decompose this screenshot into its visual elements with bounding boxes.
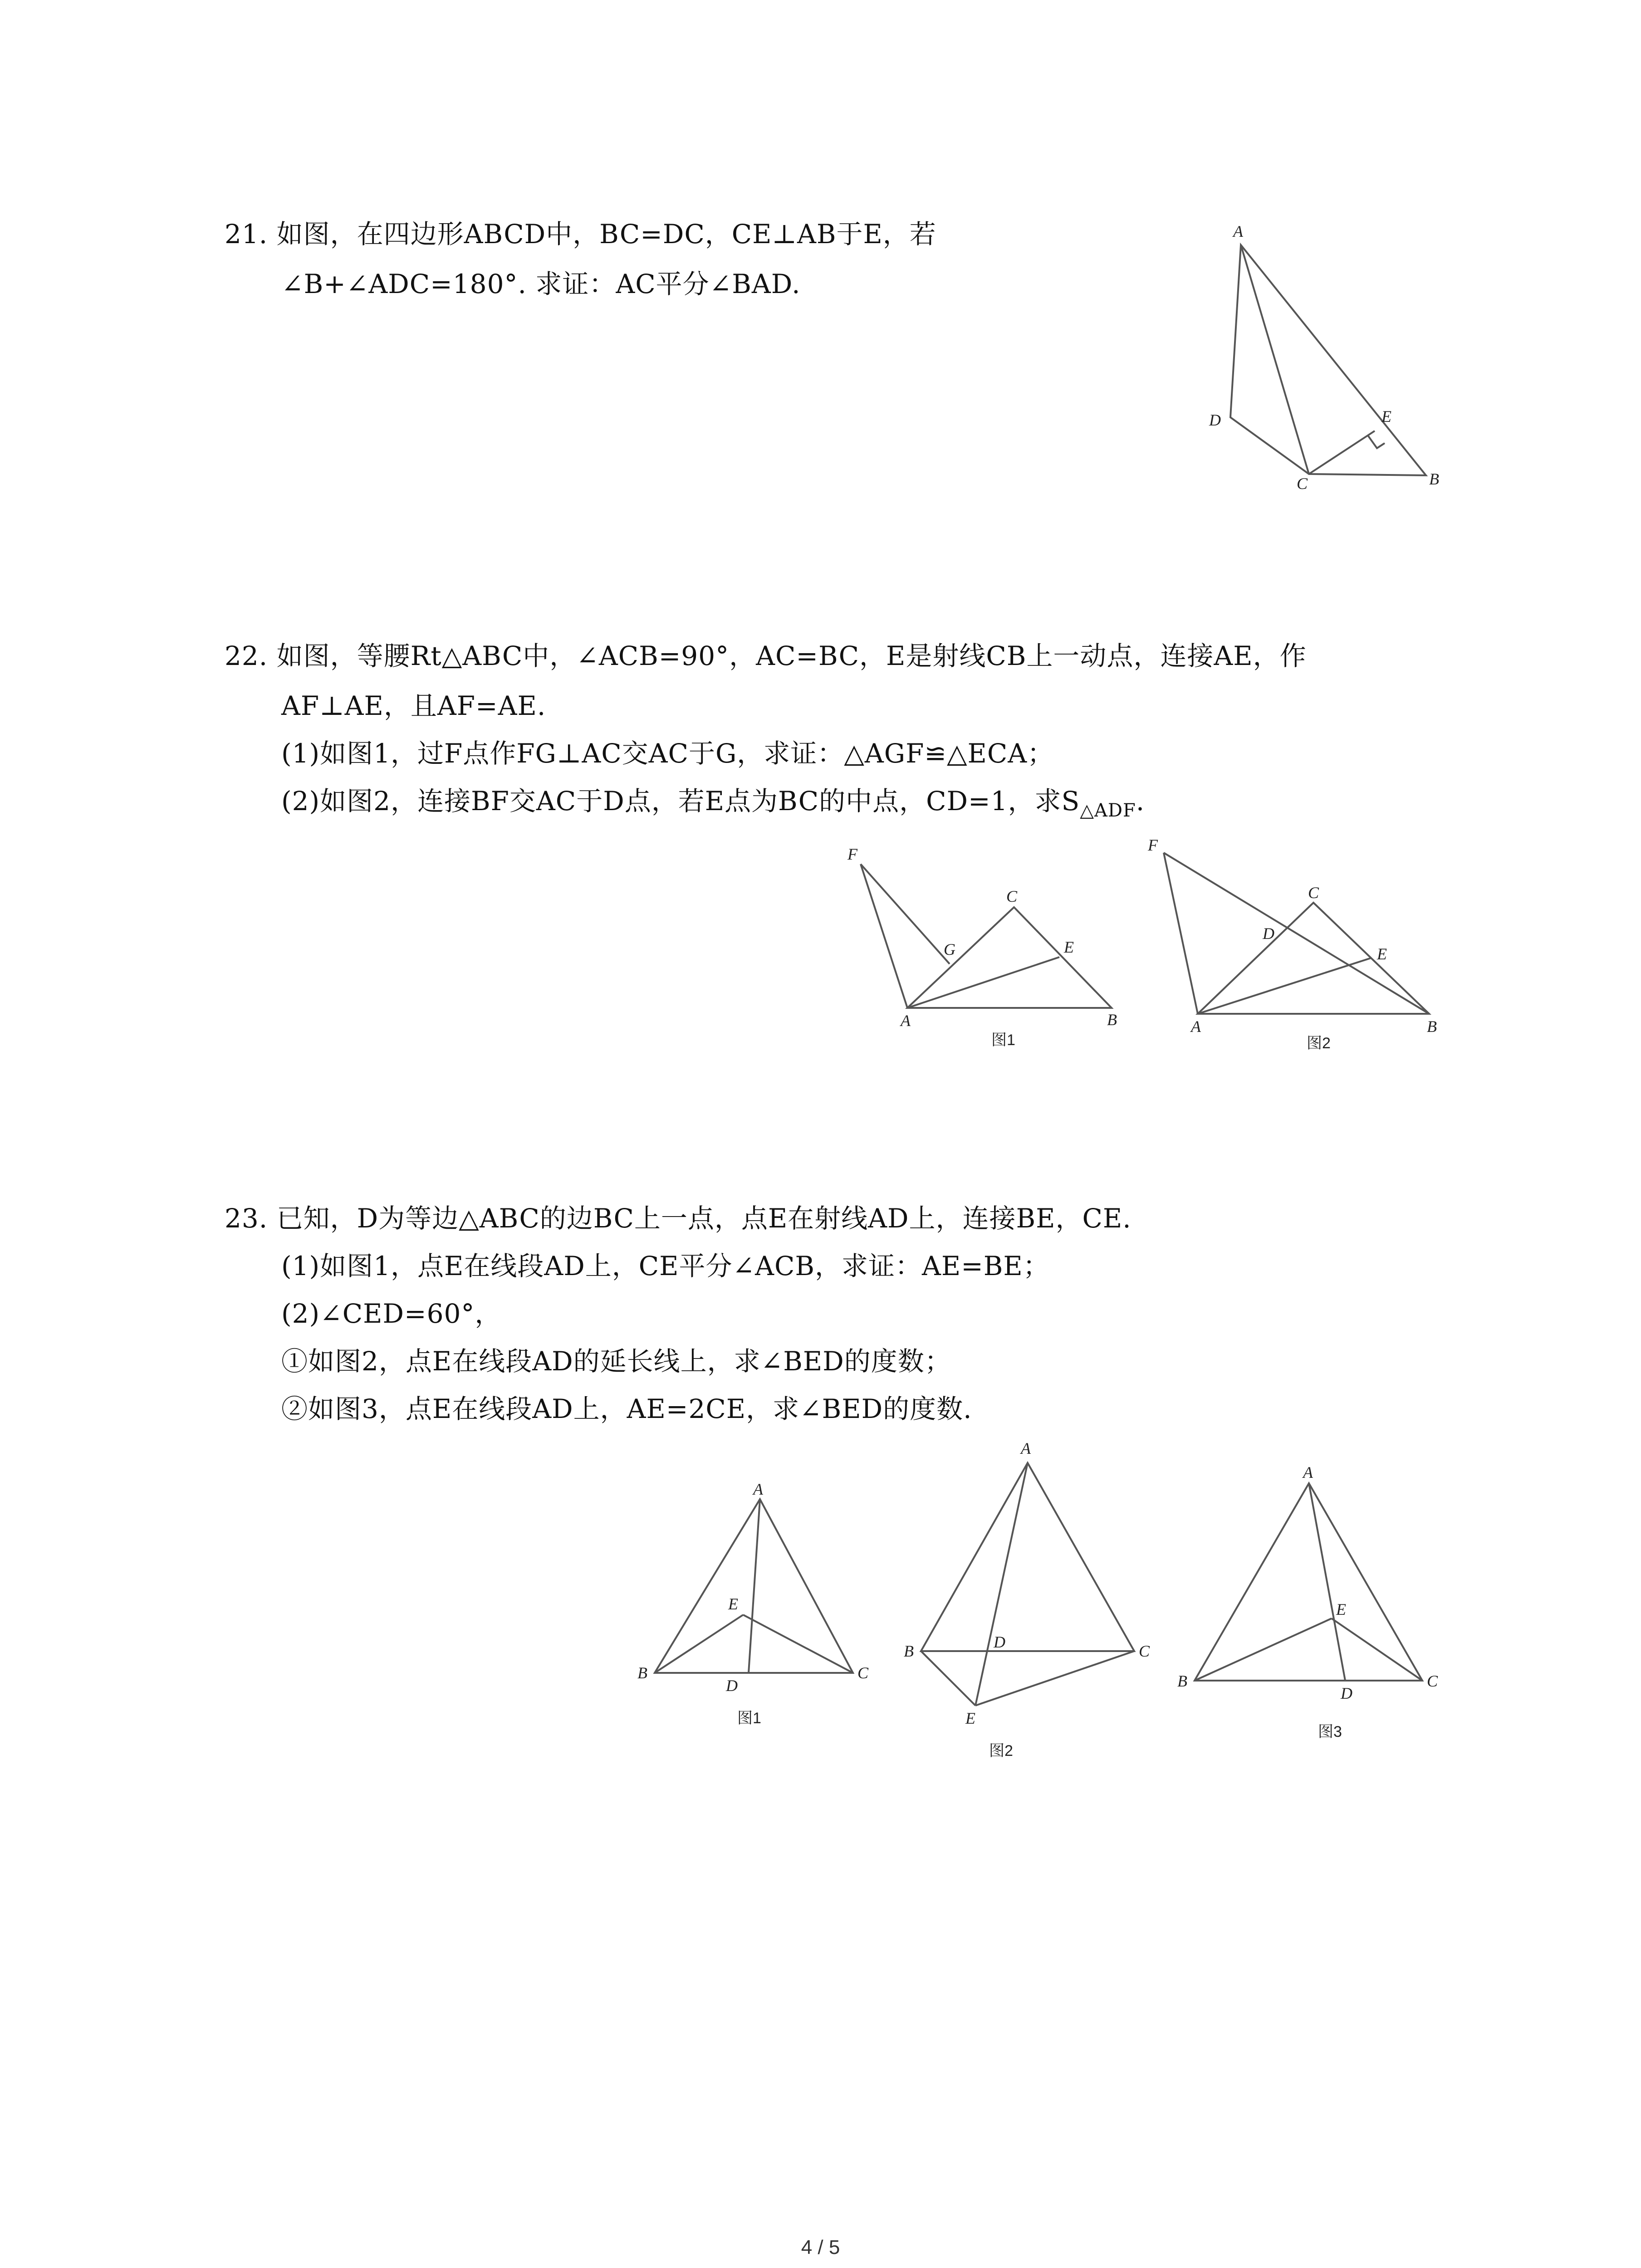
q22-line-2: AF⊥AE，且AF=AE. (281, 690, 546, 721)
q23-fig3-caption: 图3 (1318, 1723, 1342, 1740)
q22-area-subscript: △ADF (1080, 800, 1136, 821)
q22-line-3: (1)如图1，过F点作FG⊥AC交AC于G，求证：△AGF≌△ECA； (281, 738, 1054, 769)
q23-fig1-label-c: C (857, 1664, 869, 1682)
q23-fig1-label-b: B (637, 1664, 647, 1682)
q23-fig2-label-e: E (965, 1709, 975, 1727)
q22-fig1-label-b: B (1107, 1011, 1117, 1029)
q22-fig1-segment-fg (861, 864, 950, 964)
q23-fig3-segment-ce (1332, 1618, 1422, 1681)
q21-quadrilateral (1230, 245, 1426, 475)
q23-figure-2 (894, 1429, 1175, 1746)
q23-fig3-label-e: E (1336, 1600, 1346, 1618)
page-number: 4 / 5 (801, 2236, 840, 2258)
q21-line-1: 21. 如图，在四边形ABCD中，BC=DC，CE⊥AB于E，若 (225, 219, 936, 249)
q21-label-c: C (1297, 474, 1308, 493)
q23-fig3-segment-ad (1309, 1483, 1345, 1681)
q22-fig2-label-e: E (1377, 945, 1387, 963)
q23-fig3-label-b: B (1177, 1672, 1187, 1690)
q21-label-d: D (1209, 411, 1221, 429)
q23-fig2-segment-be (921, 1651, 975, 1706)
q23-figure-3 (1175, 1461, 1461, 1733)
q23-fig3-triangle-abc (1195, 1483, 1422, 1681)
q21-label-a: A (1233, 222, 1243, 240)
q22-fig2-label-c: C (1308, 884, 1319, 902)
q23-fig3-label-d: D (1341, 1684, 1352, 1702)
q21-line-2: ∠B+∠ADC=180°. 求证：AC平分∠BAD. (281, 269, 801, 299)
q22-fig2-label-b: B (1427, 1017, 1437, 1036)
q22-part2-text: (2)如图2，连接BF交AC于D点，若E点为BC的中点，CD=1，求S (281, 786, 1080, 816)
q23-line-3: (2)∠CED=60°， (281, 1298, 502, 1329)
q22-fig1-label-c: C (1006, 887, 1018, 905)
q23-fig1-label-a: A (753, 1480, 763, 1498)
q23-fig2-triangle-abc (921, 1463, 1134, 1651)
q21-label-b: B (1429, 470, 1439, 488)
q23-fig2-segment-ce (975, 1651, 1134, 1706)
q23-line-2: (1)如图1，点E在线段AD上，CE平分∠ACB，求证：AE=BE； (281, 1251, 1050, 1281)
q23-fig1-segment-be (655, 1615, 743, 1673)
q21-segment-ce (1309, 431, 1375, 474)
q23-figure-1 (631, 1470, 894, 1724)
q21-right-angle-mark (1368, 435, 1385, 448)
q23-fig2-label-a: A (1021, 1439, 1031, 1457)
q22-fig2-caption: 图2 (1307, 1035, 1331, 1052)
q23-fig1-caption: 图1 (737, 1710, 761, 1727)
q23-line-1: 23. 已知，D为等边△ABC的边BC上一点，点E在射线AD上，连接BE，CE. (225, 1203, 1132, 1234)
q22-figure-1 (830, 839, 1130, 1034)
q22-line-4 (281, 785, 1145, 821)
q23-line-4: ①如图2，点E在线段AD的延长线上，求∠BED的度数； (281, 1346, 951, 1377)
q23-fig1-label-e: E (728, 1595, 738, 1613)
q22-line-end: . (1136, 786, 1145, 816)
q23-fig3-segment-be (1195, 1618, 1332, 1681)
q21-figure (1180, 213, 1461, 503)
q22-line-1: 22. 如图，等腰Rt△ABC中，∠ACB=90°，AC=BC，E是射线CB上一动点，连接AE，作 (225, 640, 1307, 671)
q22-fig1-segment-ae (907, 957, 1059, 1008)
q21-label-e: E (1381, 407, 1391, 425)
q23-fig2-label-b: B (904, 1642, 914, 1660)
q22-fig1-triangle-abc (907, 907, 1112, 1008)
q22-fig2-segment-fb (1164, 853, 1429, 1014)
q23-line-5: ②如图3，点E在线段AD上，AE=2CE，求∠BED的度数. (281, 1393, 972, 1424)
q22-fig2-triangle-abc (1198, 903, 1429, 1014)
q21-diagonal-ac (1241, 245, 1309, 474)
q23-fig2-segment-ae (975, 1463, 1028, 1706)
q22-fig2-label-a: A (1191, 1017, 1201, 1036)
q23-fig3-label-c: C (1427, 1672, 1438, 1690)
q22-fig1-segment-af (861, 864, 907, 1008)
q23-fig1-label-d: D (726, 1677, 738, 1695)
q22-fig1-label-f: F (847, 845, 857, 863)
q22-fig1-label-a: A (901, 1012, 911, 1030)
q22-fig1-label-e: E (1064, 938, 1074, 956)
q22-fig1-caption: 图1 (991, 1031, 1015, 1049)
q22-fig2-label-d: D (1263, 924, 1274, 943)
q22-fig1-label-g: G (944, 940, 955, 958)
q22-fig2-segment-af (1164, 853, 1198, 1014)
q23-fig3-label-a: A (1303, 1463, 1313, 1481)
q23-fig2-label-d: D (994, 1633, 1005, 1651)
q23-fig2-label-c: C (1139, 1642, 1150, 1660)
q22-fig2-label-f: F (1148, 836, 1158, 854)
q23-fig1-segment-ad (749, 1499, 760, 1673)
q22-fig2-segment-ae (1198, 958, 1371, 1014)
q22-figure-2 (1134, 835, 1461, 1034)
q23-fig2-caption: 图2 (989, 1742, 1013, 1760)
